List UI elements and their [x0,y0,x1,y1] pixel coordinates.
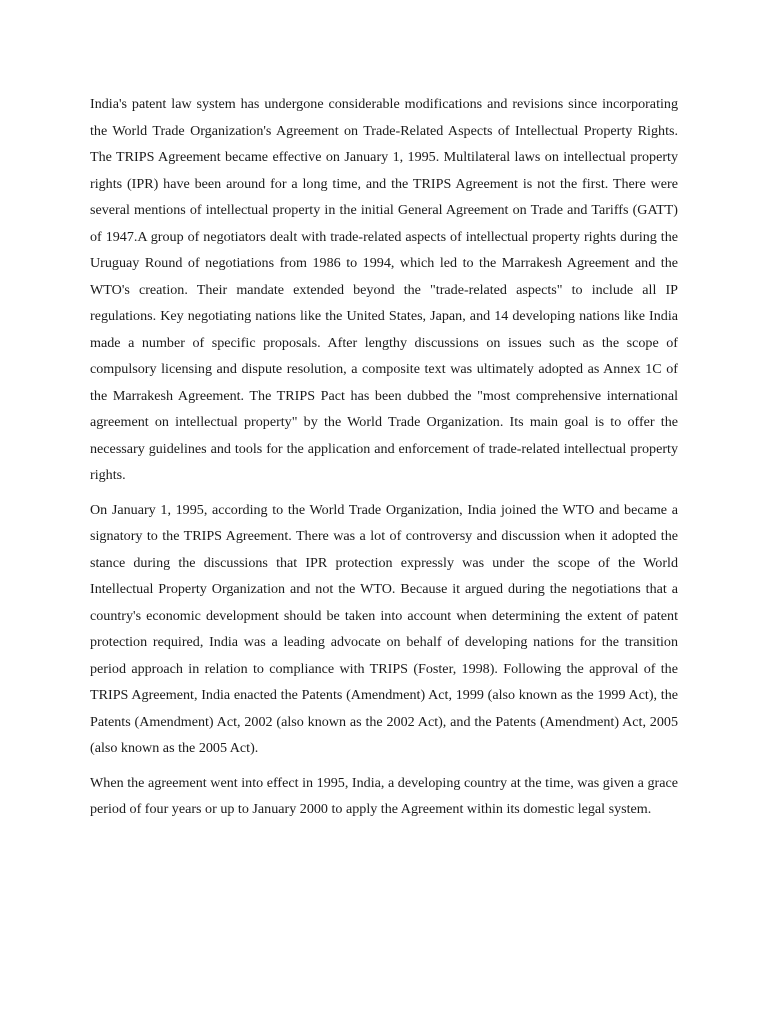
paragraph-trips-history: India's patent law system has undergone considerable modifications and revisions since incorporating the World Trade Organization's Agreement on Trade-Related Aspects of Intellectual Property Rights. The TRIPS Agreement became effective on January 1, 1995. Multilateral laws on intellectual property rights (IPR) have been around for a long time, and the TRIPS Agreement is not the first. There were several mentions of intellectual property in the initial General Agreement on Trade and Tariffs (GATT) of 1947.A group of negotiators dealt with trade-related aspects of intellectual property rights during the Uruguay Round of negotiations from 1986 to 1994, which led to the Marrakesh Agreement and the WTO's creation. Their mandate extended beyond the "trade-related aspects" to include all IP regulations. Key negotiating nations like the United States, Japan, and 14 developing nations like India made a number of specific proposals. After lengthy discussions on issues such as the scope of compulsory licensing and dispute resolution, a composite text was ultimately adopted as Annex 1C of the Marrakesh Agreement. The TRIPS Pact has been dubbed the "most comprehensive international agreement on intellectual property" by the World Trade Organization. Its main goal is to offer the necessary guidelines and tools for the application and enforcement of trade-related intellectual property rights. [90,96,678,483]
paragraph-india-wto: On January 1, 1995, according to the World Trade Organization, India joined the WTO and became a signatory to the TRIPS Agreement. There was a lot of controversy and discussion when it adopted the stance during the discussions that IPR protection expressly was under the scope of the World Intellectual Property Organization and not the WTO. Because it argued during the negotiations that a country's economic development should be taken into account when determining the extent of patent protection required, India was a leading advocate on behalf of developing nations for the transition period approach in relation to compliance with TRIPS (Foster, 1998). Following the approval of the TRIPS Agreement, India enacted the Patents (Amendment) Act, 1999 (also known as the 1999 Act), the Patents (Amendment) Act, 2002 (also known as the 2002 Act), and the Patents (Amendment) Act, 2005 (also known as the 2005 Act). [90,501,678,756]
paragraph-grace-period: When the agreement went into effect in 1995, India, a developing country at the time, was given a grace period of four years or up to January 2000 to apply the Agreement within its domestic legal system. [90,774,678,817]
